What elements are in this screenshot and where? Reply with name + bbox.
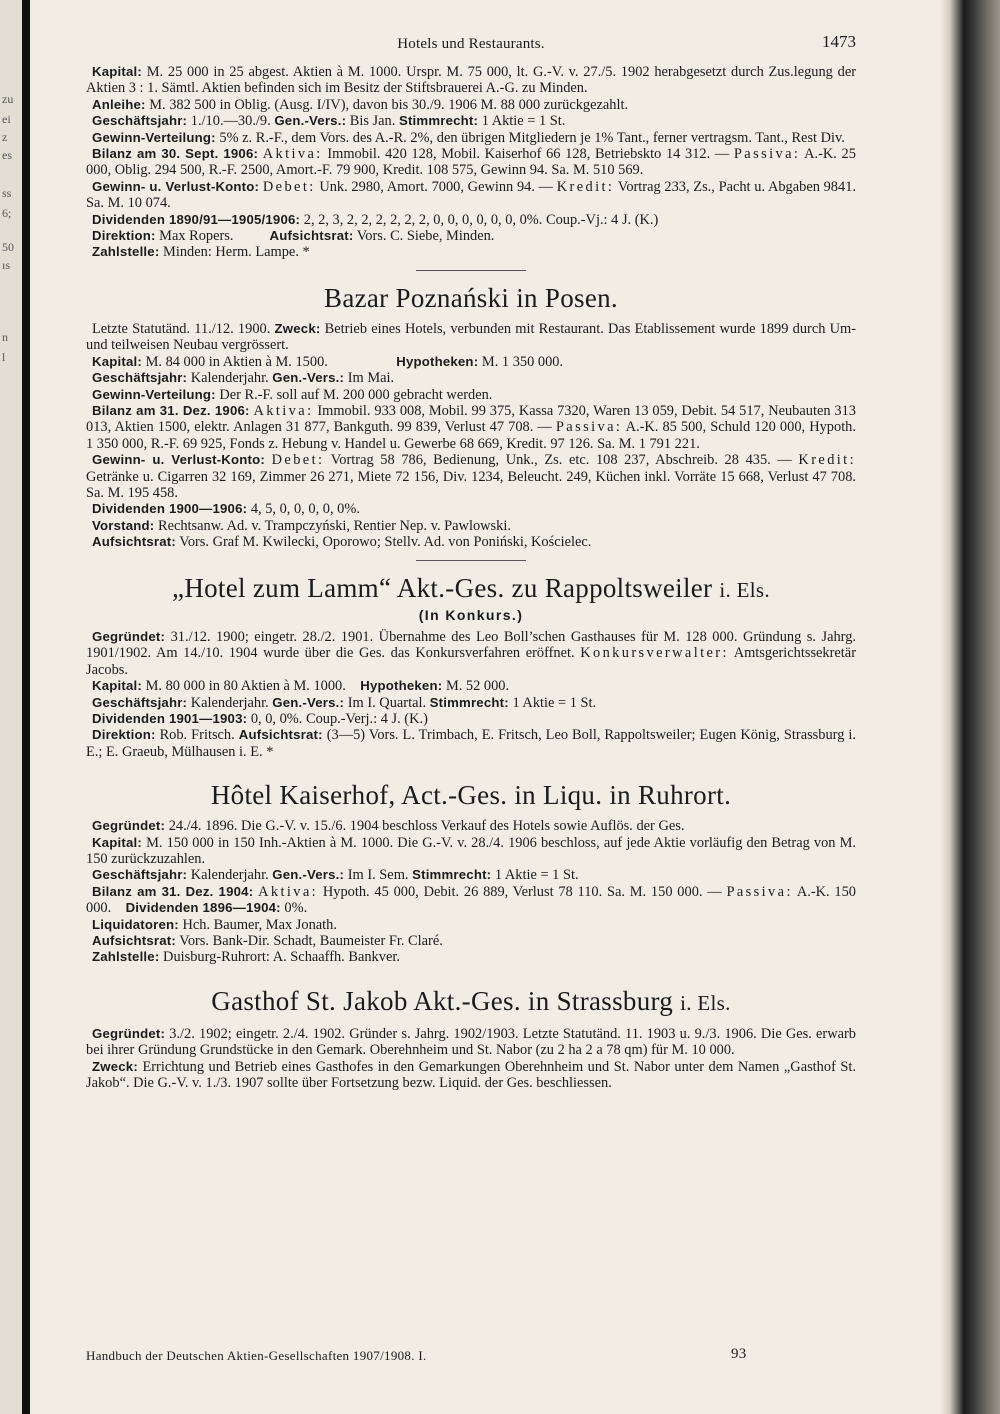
margin-bleed-text: n bbox=[2, 330, 8, 344]
field-label: Dividenden 1896—1904: bbox=[125, 900, 281, 916]
section-gap bbox=[86, 966, 856, 986]
field-label: Geschäftsjahr: bbox=[92, 867, 188, 883]
field-label: Dividenden 1890/91—1905/1906: bbox=[92, 211, 301, 227]
running-head bbox=[86, 34, 856, 60]
debet-label: Debet: bbox=[262, 178, 316, 195]
field-value: 0%. bbox=[284, 900, 308, 917]
field-value: (3—5) Vors. L. Trimbach, E. Fritsch, Leo Boll, Rappoltsweiler; Eugen König, Strassburg i. E.; E. Graeub, Mülhausen i. E. * bbox=[86, 727, 857, 760]
direktion-paragraph bbox=[86, 228, 856, 244]
direktion-paragraph bbox=[86, 727, 856, 760]
field-label: Gewinn- u. Verlust-Konto: bbox=[92, 178, 260, 194]
field-value: 1./10.—30./9. bbox=[190, 113, 271, 130]
field-label: Dividenden 1901—1903: bbox=[92, 711, 248, 726]
entry-hotel-kaiserhof-ruhrort bbox=[86, 780, 856, 966]
kapital-paragraph bbox=[86, 64, 856, 97]
debet-value: Vortrag 58 786, Bedienung, Unk., Zs. etc. 108 237, Abschreib. 28 435. — bbox=[330, 452, 792, 469]
aktiva-value: Immobil. 420 128, Mobil. Kaiserhof 66 128, Betriebskto 14 312. — bbox=[327, 146, 730, 163]
margin-bleed-text: ss bbox=[2, 186, 12, 200]
page-number: 1473 bbox=[822, 32, 856, 51]
field-label: Liquidatoren: bbox=[92, 916, 179, 932]
field-label: Gen.-Vers.: bbox=[274, 113, 347, 129]
field-label: Bilanz am 31. Dez. 1904: bbox=[92, 883, 254, 899]
field-value: Kalenderjahr. bbox=[190, 370, 269, 387]
margin-bleed-text: es bbox=[2, 148, 12, 162]
liquidatoren-paragraph bbox=[86, 917, 856, 933]
geschaeftsjahr-paragraph bbox=[86, 113, 856, 129]
field-value: Betrieb eines Hotels, verbunden mit Restaurant. Das Etablissement wurde 1899 durch Um- und teilweisen Neubau vergrössert. bbox=[86, 320, 856, 354]
aufsichtsrat-paragraph bbox=[86, 534, 856, 550]
margin-bleed-text: ıs bbox=[2, 258, 11, 272]
bilanz-paragraph bbox=[86, 884, 856, 917]
field-value: Bis Jan. bbox=[349, 113, 396, 130]
field-label: Geschäftsjahr: bbox=[92, 370, 188, 386]
zweck-paragraph bbox=[86, 1059, 856, 1092]
field-label: Gen.-Vers.: bbox=[272, 694, 345, 710]
field-label: Gegründet: bbox=[92, 628, 166, 644]
section-gap bbox=[86, 760, 856, 780]
margin-bleed-text: z bbox=[2, 130, 8, 144]
geschaeftsjahr-paragraph bbox=[86, 695, 856, 711]
aktiva-label: Aktiva: bbox=[258, 883, 319, 900]
field-value: Kalenderjahr. bbox=[190, 867, 269, 884]
company-title-region: i. Els. bbox=[719, 577, 770, 602]
field-label: Bilanz am 30. Sept. 1906: bbox=[92, 146, 259, 162]
bilanz-paragraph bbox=[86, 146, 856, 179]
company-title-main: „Hotel zum Lamm“ Akt.-Ges. zu Rappoltsweiler bbox=[172, 572, 713, 603]
zahlstelle-paragraph bbox=[86, 949, 856, 965]
field-value: Der R.-F. soll auf M. 200 000 gebracht werden. bbox=[219, 386, 493, 403]
margin-bleed-text: 6; bbox=[2, 206, 12, 220]
company-title: Bazar Poznański in Posen. bbox=[324, 282, 618, 313]
field-label: Direktion: bbox=[92, 727, 156, 743]
field-value: Duisburg-Ruhrort: A. Schaaffh. Bankver. bbox=[163, 949, 400, 966]
field-label: Kapital: bbox=[92, 353, 142, 369]
entry-kaiserhof-minden-continued bbox=[86, 64, 856, 261]
field-value: Max Ropers. bbox=[159, 228, 234, 245]
field-label: Aufsichtsrat: bbox=[238, 727, 323, 743]
field-value: 1 Aktie = 1 St. bbox=[494, 867, 579, 884]
bilanz-paragraph bbox=[86, 403, 856, 452]
field-label: Gen.-Vers.: bbox=[272, 867, 345, 883]
kredit-value: Getränke u. Cigarren 32 169, Zimmer 26 271, Miete 72 156, Div. 1234, Beleucht. 249, Küchen inkl. Vorräte 15 668, Verlust 47 708. Sa. M. 195 458. bbox=[86, 468, 856, 501]
dividenden-paragraph bbox=[86, 212, 856, 228]
field-value: M. 382 500 in Oblig. (Ausg. I/IV), davon bis 30./9. 1906 M. 88 000 zurückgezahlt. bbox=[149, 96, 629, 113]
field-label: Anleihe: bbox=[92, 96, 146, 112]
field-value: 5% z. R.-F., dem Vors. des A.-R. 2%, den übrigen Mitgliedern je 1% Tant., ferner vertragsm. Tant., Rest Div. bbox=[219, 129, 845, 146]
guv-paragraph bbox=[86, 452, 856, 501]
field-label: Zweck: bbox=[92, 1058, 138, 1074]
field-label: Aufsichtsrat: bbox=[92, 534, 176, 550]
margin-bleed-text: l bbox=[2, 350, 6, 364]
margin-bleed-text: ei bbox=[2, 112, 11, 126]
field-value: M. 80 000 in 80 Aktien à M. 1000. bbox=[145, 678, 346, 695]
footer-publication: Handbuch der Deutschen Aktien-Gesellschaften 1907/1908. I. bbox=[86, 1348, 427, 1363]
field-label: Hypotheken: bbox=[396, 353, 479, 369]
field-value: 2, 2, 3, 2, 2, 2, 2, 2, 2, 0, 0, 0, 0, 0, 0, 0%. Coup.-Vj.: 4 J. (K.) bbox=[303, 211, 659, 228]
entry-bazar-poznanski bbox=[86, 283, 856, 551]
field-value: 1 Aktie = 1 St. bbox=[481, 113, 566, 130]
aktiva-value: Immobil. 933 008, Mobil. 99 375, Kassa 7320, Waren 13 059, Debit. 54 517, Neubauten 313 013, Aktien 1500, elektr. Anlagen 31 877, Bankguth. 99 839, Verlust 47 708. — bbox=[86, 402, 856, 436]
field-value: Im Mai. bbox=[347, 370, 395, 387]
kredit-label: Kredit: bbox=[798, 452, 856, 469]
field-label: Stimmrecht: bbox=[429, 694, 509, 710]
field-label: Aufsichtsrat: bbox=[92, 933, 176, 949]
field-label: Direktion: bbox=[92, 228, 156, 244]
gegruendet-paragraph bbox=[86, 1026, 856, 1059]
page-footer bbox=[86, 1348, 856, 1368]
field-label: Vorstand: bbox=[92, 517, 155, 533]
field-label: Aufsichtsrat: bbox=[269, 228, 354, 244]
company-title: Hôtel Kaiserhof, Act.-Ges. in Liqu. in Ruhrort. bbox=[210, 780, 732, 811]
field-label: Geschäftsjahr: bbox=[92, 113, 188, 129]
field-label: Gewinn-Verteilung: bbox=[92, 386, 216, 402]
gegruendet-paragraph bbox=[86, 818, 856, 834]
field-label: Dividenden 1900—1906: bbox=[92, 501, 248, 517]
field-value: 24./4. 1896. Die G.-V. v. 15./6. 1904 beschloss Verkauf des Hotels sowie Auflös. der Ges. bbox=[168, 818, 685, 835]
aufsichtsrat-paragraph bbox=[86, 933, 856, 949]
field-value: M. 84 000 in Aktien à M. 1500. bbox=[145, 353, 328, 370]
gegruendet-paragraph bbox=[86, 629, 856, 678]
field-label: Kapital: bbox=[92, 64, 142, 79]
margin-bleed-text: zu bbox=[2, 92, 14, 106]
field-value: 3./2. 1902; eingetr. 2./4. 1902. Gründer s. Jahrg. 1902/1903. Letzte Statutänd. 11. 1903 u. 9./3. 1906. Die Ges. erwarb bei ihrer Gründung Grundstücke in den Gemark. Oberehnheim und St. Nabor (zu 2 ha 2 a 78 qm) für M. 10 000. bbox=[86, 1025, 856, 1059]
field-value: Im I. Sem. bbox=[347, 867, 409, 884]
page-body bbox=[86, 34, 856, 1092]
field-label: Gewinn-Verteilung: bbox=[92, 129, 216, 145]
geschaeftsjahr-paragraph bbox=[86, 370, 856, 386]
anleihe-paragraph bbox=[86, 97, 856, 113]
field-label: Bilanz am 31. Dez. 1906: bbox=[92, 402, 250, 418]
vorstand-paragraph bbox=[86, 518, 856, 534]
field-label: Zweck: bbox=[274, 320, 321, 336]
statute-date: Letzte Statutänd. 11./12. 1900. bbox=[92, 320, 271, 337]
field-label: Stimmrecht: bbox=[412, 867, 492, 883]
konkurs-subtitle: (In Konkurs.) bbox=[418, 606, 524, 623]
field-value: Rob. Fritsch. bbox=[159, 727, 235, 744]
dividenden-paragraph bbox=[86, 711, 856, 727]
entry-gasthof-st-jakob bbox=[86, 986, 856, 1092]
footer-signature: 93 bbox=[731, 1346, 747, 1362]
field-label: Stimmrecht: bbox=[398, 113, 479, 129]
dividenden-paragraph bbox=[86, 501, 856, 517]
section-divider bbox=[416, 270, 526, 271]
aktiva-label: Aktiva: bbox=[262, 146, 323, 163]
field-label: Zahlstelle: bbox=[92, 949, 160, 965]
field-value: M. 150 000 in 150 Inh.-Aktien à M. 1000. Die G.-V. v. 28./4. 1906 beschloss, auf jede Aktie vorläufig den Betrag von M. 150 zurückzuzahlen. bbox=[86, 834, 856, 868]
field-value: 4, 5, 0, 0, 0, 0, 0%. bbox=[250, 501, 360, 518]
field-label: Gegründet: bbox=[92, 1025, 166, 1041]
field-value: Amtsgerichtssekretär Jacobs. bbox=[86, 645, 856, 678]
field-value: Rechtsanw. Ad. v. Trampczyński, Rentier Nep. v. Pawlowski. bbox=[157, 517, 511, 534]
field-value: Vors. C. Siebe, Minden. bbox=[356, 228, 495, 245]
gewinn-verteilung-paragraph bbox=[86, 387, 856, 403]
passiva-label: Passiva: bbox=[555, 419, 623, 436]
field-label: Gen.-Vers.: bbox=[272, 370, 345, 386]
passiva-label: Passiva: bbox=[726, 883, 793, 900]
field-value: Kalenderjahr. bbox=[190, 694, 269, 711]
kapital-paragraph bbox=[86, 354, 856, 370]
field-value: M. 25 000 in 25 abgest. Aktien à M. 1000. Urspr. M. 75 000, lt. G.-V. v. 27./5. 1902 herabgesetzt durch Zus.legung der Aktien 3 : 1. Sämtl. Aktien befinden sich im Besitz der Stiftsbrauerei A.-G. zu Minden. bbox=[86, 64, 856, 97]
field-value: Vors. Bank-Dir. Schadt, Baumeister Fr. Claré. bbox=[179, 933, 443, 950]
debet-value: Unk. 2980, Amort. 7000, Gewinn 94. — bbox=[319, 178, 554, 195]
field-label: Kapital: bbox=[92, 678, 142, 694]
field-value: Errichtung und Betrieb eines Gasthofes in den Gemarkungen Oberehnheim und St. Nabor unter dem Namen „Gasthof St. Jakob“. Die G.-V. v. 1./3. 1907 sollte über Fortsetzung bezw. Liquid. der Ges. beschliessen. bbox=[86, 1058, 856, 1092]
section-divider bbox=[416, 560, 526, 561]
field-value: 31./12. 1900; eingetr. 28./2. 1901. Übernahme des Leo Boll’schen Gasthauses für M. 128 000. Gründung s. Jahrg. 1901/1902. Am 14./10. 1904 wurde über die Ges. das Konkursverfahren eröffnet. bbox=[86, 628, 856, 662]
guv-paragraph bbox=[86, 179, 856, 212]
konkursverwalter-label: Konkursverwalter: bbox=[580, 645, 729, 662]
field-value: Vors. Graf M. Kwilecki, Oporowo; Stellv. Ad. von Poniński, Kościelec. bbox=[179, 534, 592, 551]
aktiva-value: Hypoth. 45 000, Debit. 26 889, Verlust 78 110. Sa. M. 150 000. — bbox=[322, 883, 722, 900]
entry-hotel-zum-lamm bbox=[86, 573, 856, 761]
binding-shadow-right bbox=[940, 0, 1000, 1414]
field-label: Hypotheken: bbox=[360, 678, 443, 694]
zahlstelle-paragraph bbox=[86, 244, 856, 260]
passiva-label: Passiva: bbox=[733, 146, 801, 163]
field-label: Zahlstelle: bbox=[92, 244, 160, 260]
field-value: Minden: Herm. Lampe. * bbox=[163, 244, 310, 261]
running-title: Hotels und Restaurants. bbox=[397, 36, 545, 52]
field-value: M. 52 000. bbox=[445, 678, 510, 695]
kredit-value: Vortrag 233, Zs., Pacht u. Abgaben 9841. Sa. M. 10 074. bbox=[86, 178, 856, 212]
debet-label: Debet: bbox=[271, 452, 325, 469]
kredit-label: Kredit: bbox=[556, 178, 615, 195]
field-label: Gegründet: bbox=[92, 818, 166, 834]
zweck-paragraph bbox=[86, 321, 856, 354]
company-title-region: i. Els. bbox=[680, 990, 731, 1015]
passiva-value: A.-K. 25 000, Oblig. 294 500, R.-F. 2500, Amort.-F. 79 900, Kredit. 108 575, Gewinn 94. Sa. M. 510 569. bbox=[86, 146, 856, 179]
company-title bbox=[86, 986, 856, 1018]
field-label: Kapital: bbox=[92, 834, 142, 850]
kapital-paragraph bbox=[86, 835, 856, 868]
kapital-paragraph bbox=[86, 678, 856, 694]
field-value: Im I. Quartal. bbox=[347, 694, 427, 711]
aktiva-label: Aktiva: bbox=[253, 402, 314, 419]
margin-bleed-text: 50 bbox=[2, 240, 14, 254]
field-value: Hch. Baumer, Max Jonath. bbox=[182, 916, 337, 933]
field-label: Gewinn- u. Verlust-Konto: bbox=[92, 452, 265, 468]
geschaeftsjahr-paragraph bbox=[86, 867, 856, 883]
field-label: Geschäftsjahr: bbox=[92, 694, 188, 710]
company-title bbox=[86, 573, 856, 605]
field-value: 1 Aktie = 1 St. bbox=[512, 694, 597, 711]
passiva-value: A.-K. 150 000. bbox=[86, 883, 856, 917]
gewinn-verteilung-paragraph bbox=[86, 130, 856, 146]
field-value: 0, 0, 0%. Coup.-Verj.: 4 J. (K.) bbox=[250, 711, 428, 727]
passiva-value: A.-K. 85 500, Schuld 120 000, Hypoth. 1 350 000, R.-F. 69 925, Fonds z. Hebung v. Handel u. Gewerbe 68 669, Kredit. 97 126. Sa. M. 1 791 221. bbox=[86, 419, 856, 452]
field-value: M. 1 350 000. bbox=[481, 353, 564, 370]
company-title-main: Gasthof St. Jakob Akt.-Ges. in Strassburg bbox=[211, 985, 674, 1016]
